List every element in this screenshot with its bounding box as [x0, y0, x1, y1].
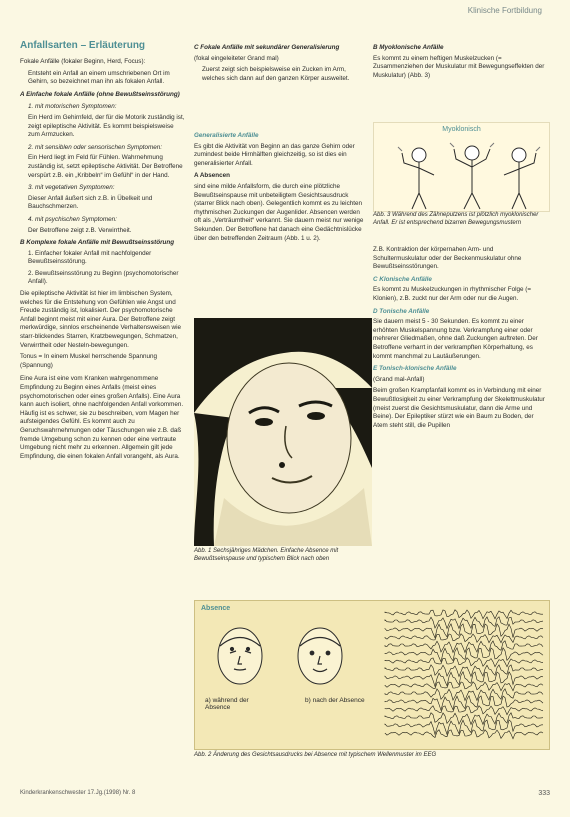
caption-figure-3: Abb. 3 Während des Zähneputzens ist plötzlich myoklonischer Anfall. Er ist entsprechend bizarren Bewegungsmustern	[373, 212, 539, 226]
heading-b: B Komplexe fokale Anfälle mit Bewußtseinsstörung	[20, 239, 175, 247]
label-after-absence: b) nach der Absence	[305, 697, 365, 704]
heading-a2: 2. mit sensiblen oder sensorischen Symptomen:	[28, 143, 163, 151]
text-a2: Ein Herd liegt im Feld für Fühlen. Wahrnehmung zuständig ist, setzt epileptische Aktivität. Der Betroffene verspürt z.B. ein „Kribbeln“ im Gefühl“ in der Hand.	[28, 154, 183, 179]
column-right	[373, 40, 548, 83]
heading-generalized: Generalisierte Anfälle	[194, 132, 259, 139]
intro-text-2: Entsteht ein Anfall an einem umschriebenen Ort im Gehirn, so bezeichnet man ihn als fokalen Anfall.	[28, 69, 170, 86]
text-a1: Ein Herd im Gehirnfeld, der für die Motorik zuständig ist, zeigt epileptische Aktivität. Es kommt beispielsweise zum Armzucken.	[28, 113, 185, 139]
heading-a4: 4. mit psychischen Symptomen:	[28, 215, 117, 223]
page-footer	[20, 790, 550, 797]
text-a3: Dieser Anfall äußert sich z.B. in Übelkeit und Bauchschmerzen.	[28, 194, 153, 211]
intro-text: Fokale Anfälle (fokaler Beginn, Herd, Focus):	[20, 58, 146, 65]
paragraph-tonus: Tonus = In einem Muskel herrschende Spannung (Spannung)	[20, 353, 158, 369]
paragraph-aura: Eine Aura ist eine vom Kranken wahrgenommene Empfindung zu Beginn eines Anfalls (meist eines psychomotorischen oder eines großen Anfalls). Eine Aura kann auch isoliert, ohne nachfolgenden Anfall vorkommen. Häufig ist es schwer, sie zu beschreiben, vom Magen her aufsteigendes Gefühl. Es kommt auch zu Geruchswahrnehmungen oder Täuschungen wie z.B. daß fremde Umgebung schon zu kennen oder eine vertraute Umgebung nicht mehr zu erkennen. Allgemein gilt jede Empfindung, die einen fokalen Anfall vorangeht, als Aura.	[20, 375, 184, 460]
paragraph-limbic: Die epileptische Aktivität ist hier im limbischen System, welches für die Entstehung von Gefühlen wie Angst und Freude zuständig ist, lokalisiert. Der psychomotorische Anfall beginnt meist mit einer Aura. Der Betroffene zeigt merkwürdige, sinnlos erscheinende Verhaltensweisen wie starr-blickendes Starren, Kratzbewegungen, Schmatzen, Verwirrtheit oder Nesteln-bewegungen.	[20, 290, 182, 349]
column-middle	[194, 40, 364, 86]
text-absences: sind eine milde Anfallsform, die durch eine plötzliche Bewußtseinspause mit unbeteiligtem Gesichtsausdruck (starrer Blick nach oben). Gelegentlich kommt es zu leichten rhythmischen Zuckungen der Augenlider. Absencen werden oft als „Verträumtheit“ verkannt. Sie dauern meist nur wenige Sekunden. Der Betroffene hat danach eine Gedächtnislücke über den betreffenden Zeitraum (Abb. 1 u. 2).	[194, 182, 364, 242]
heading-absences: A Absencen	[194, 172, 230, 180]
text-myoclonic: Es kommt zu einem heftigen Muskelzucken (= Zusammenziehen der Muskulatur mit Bewegungseffekten der Muskulatur) (Abb. 3)	[373, 54, 545, 79]
text-clonic: Es kommt zu Muskelzuckungen in rhythmischer Folge (= Klonien), z.B. zuckt nur der Arm oder nur die Augen.	[373, 286, 532, 302]
text-b2: 2. Bewußtseinsstörung zu Beginn (psychomotorischer Anfall).	[28, 269, 179, 286]
figure-title: Absence	[201, 605, 231, 612]
heading-a3: 3. mit vegetativen Symptomen:	[28, 184, 115, 192]
figure-absence-eeg	[194, 600, 550, 750]
photo-girl-absence	[194, 318, 372, 546]
heading-clonic: C Klonische Anfälle	[373, 275, 432, 283]
article-title: Anfallsarten – Erläuterung	[20, 40, 146, 51]
section-header: Klinische Fortbildung	[467, 6, 542, 15]
caption-figure-2: Abb. 2 Änderung des Gesichtsausdrucks bei Absence mit typischem Wellenmuster im EEG	[194, 752, 437, 758]
text-b1: 1. Einfacher fokaler Anfall mit nachfolgender Bewußtseinsstörung.	[28, 249, 152, 266]
text-c: (fokal eingeleiteter Grand mal)	[194, 54, 279, 62]
myoclonic-figure-icon	[374, 123, 549, 211]
text-a4: Der Betroffene zeigt z.B. Verwirrtheit.	[28, 226, 132, 234]
girl-face-illustration	[194, 318, 372, 546]
absence-eeg-drawing	[195, 601, 549, 749]
heading-myoclonic: B Myoklonische Anfälle	[373, 44, 444, 51]
heading-a1: 1. mit motorischen Symptomen:	[28, 103, 117, 111]
footer-journal: Kinderkrankenschwester 17.Jg.(1998) Nr. 8	[20, 790, 136, 796]
heading-tonic-clonic: E Tonisch-klonische Anfälle	[373, 365, 457, 373]
column-left	[20, 40, 185, 464]
heading-a: A Einfache fokale Anfälle (ohne Bewußtseinsstörung)	[20, 90, 180, 98]
text-generalized: Es gibt die Aktivität von Beginn an das ganze Gehirn oder zumindest beide Hirnhälften gleichzeitig, so ist dies ein generalisierter Anfall.	[194, 142, 355, 167]
column-right-2	[373, 246, 548, 433]
illustration-myoclonic	[373, 122, 550, 212]
caption-figure-1: Abb. 1 Sechsjähriges Mädchen. Einfache Absence mit Bewußtseinspause und typischem Blick nach oben	[194, 548, 339, 562]
label-during-absence: a) während der Absence	[205, 697, 249, 711]
column-middle-2	[194, 128, 364, 246]
heading-c: C Fokale Anfälle mit sekundärer Generalisierung	[194, 44, 340, 51]
text-tonic: Sie dauern meist 5 - 30 Sekunden. Es kommt zu einer erhöhten Muskelspannung bzw. Verkrampfung einer oder mehrerer Gliedmaßen, ohne daß Zuckungen auftreten. Der Betroffene verharrt in der verkrampften Körperhaltung, es kommt manchmal zu Lautäußerungen.	[373, 318, 538, 360]
text-tonic-clonic-2: Beim großen Krampfanfall kommt es in Verbindung mit einer Bewußtlosigkeit zu einer Verkrampfung der Skelettmuskulatur (meist zuerst die Gesichtsmuskulatur, dann die Arme und Beine). Der Epileptiker stürzt wie ein Baum zu Boden, der Atem steht still, die Pupillen	[373, 387, 545, 429]
text-myoclonic-2: Z.B. Kontraktion der körpernahen Arm- und Schultermuskulatur oder der Beckenmuskulatur ohne Bewußtseinsstörungen.	[373, 246, 522, 271]
heading-tonic: D Tonische Anfälle	[373, 307, 430, 315]
text-tonic-clonic: (Grand mal-Anfall)	[373, 375, 425, 383]
text-c2: Zuerst zeigt sich beispielsweise ein Zucken im Arm, welches sich dann auf den ganzen Körper ausweitet.	[202, 66, 350, 82]
eeg-traces	[385, 610, 543, 739]
myoclonic-label: Myoklonisch	[442, 126, 481, 133]
page-number: 333	[538, 790, 550, 797]
